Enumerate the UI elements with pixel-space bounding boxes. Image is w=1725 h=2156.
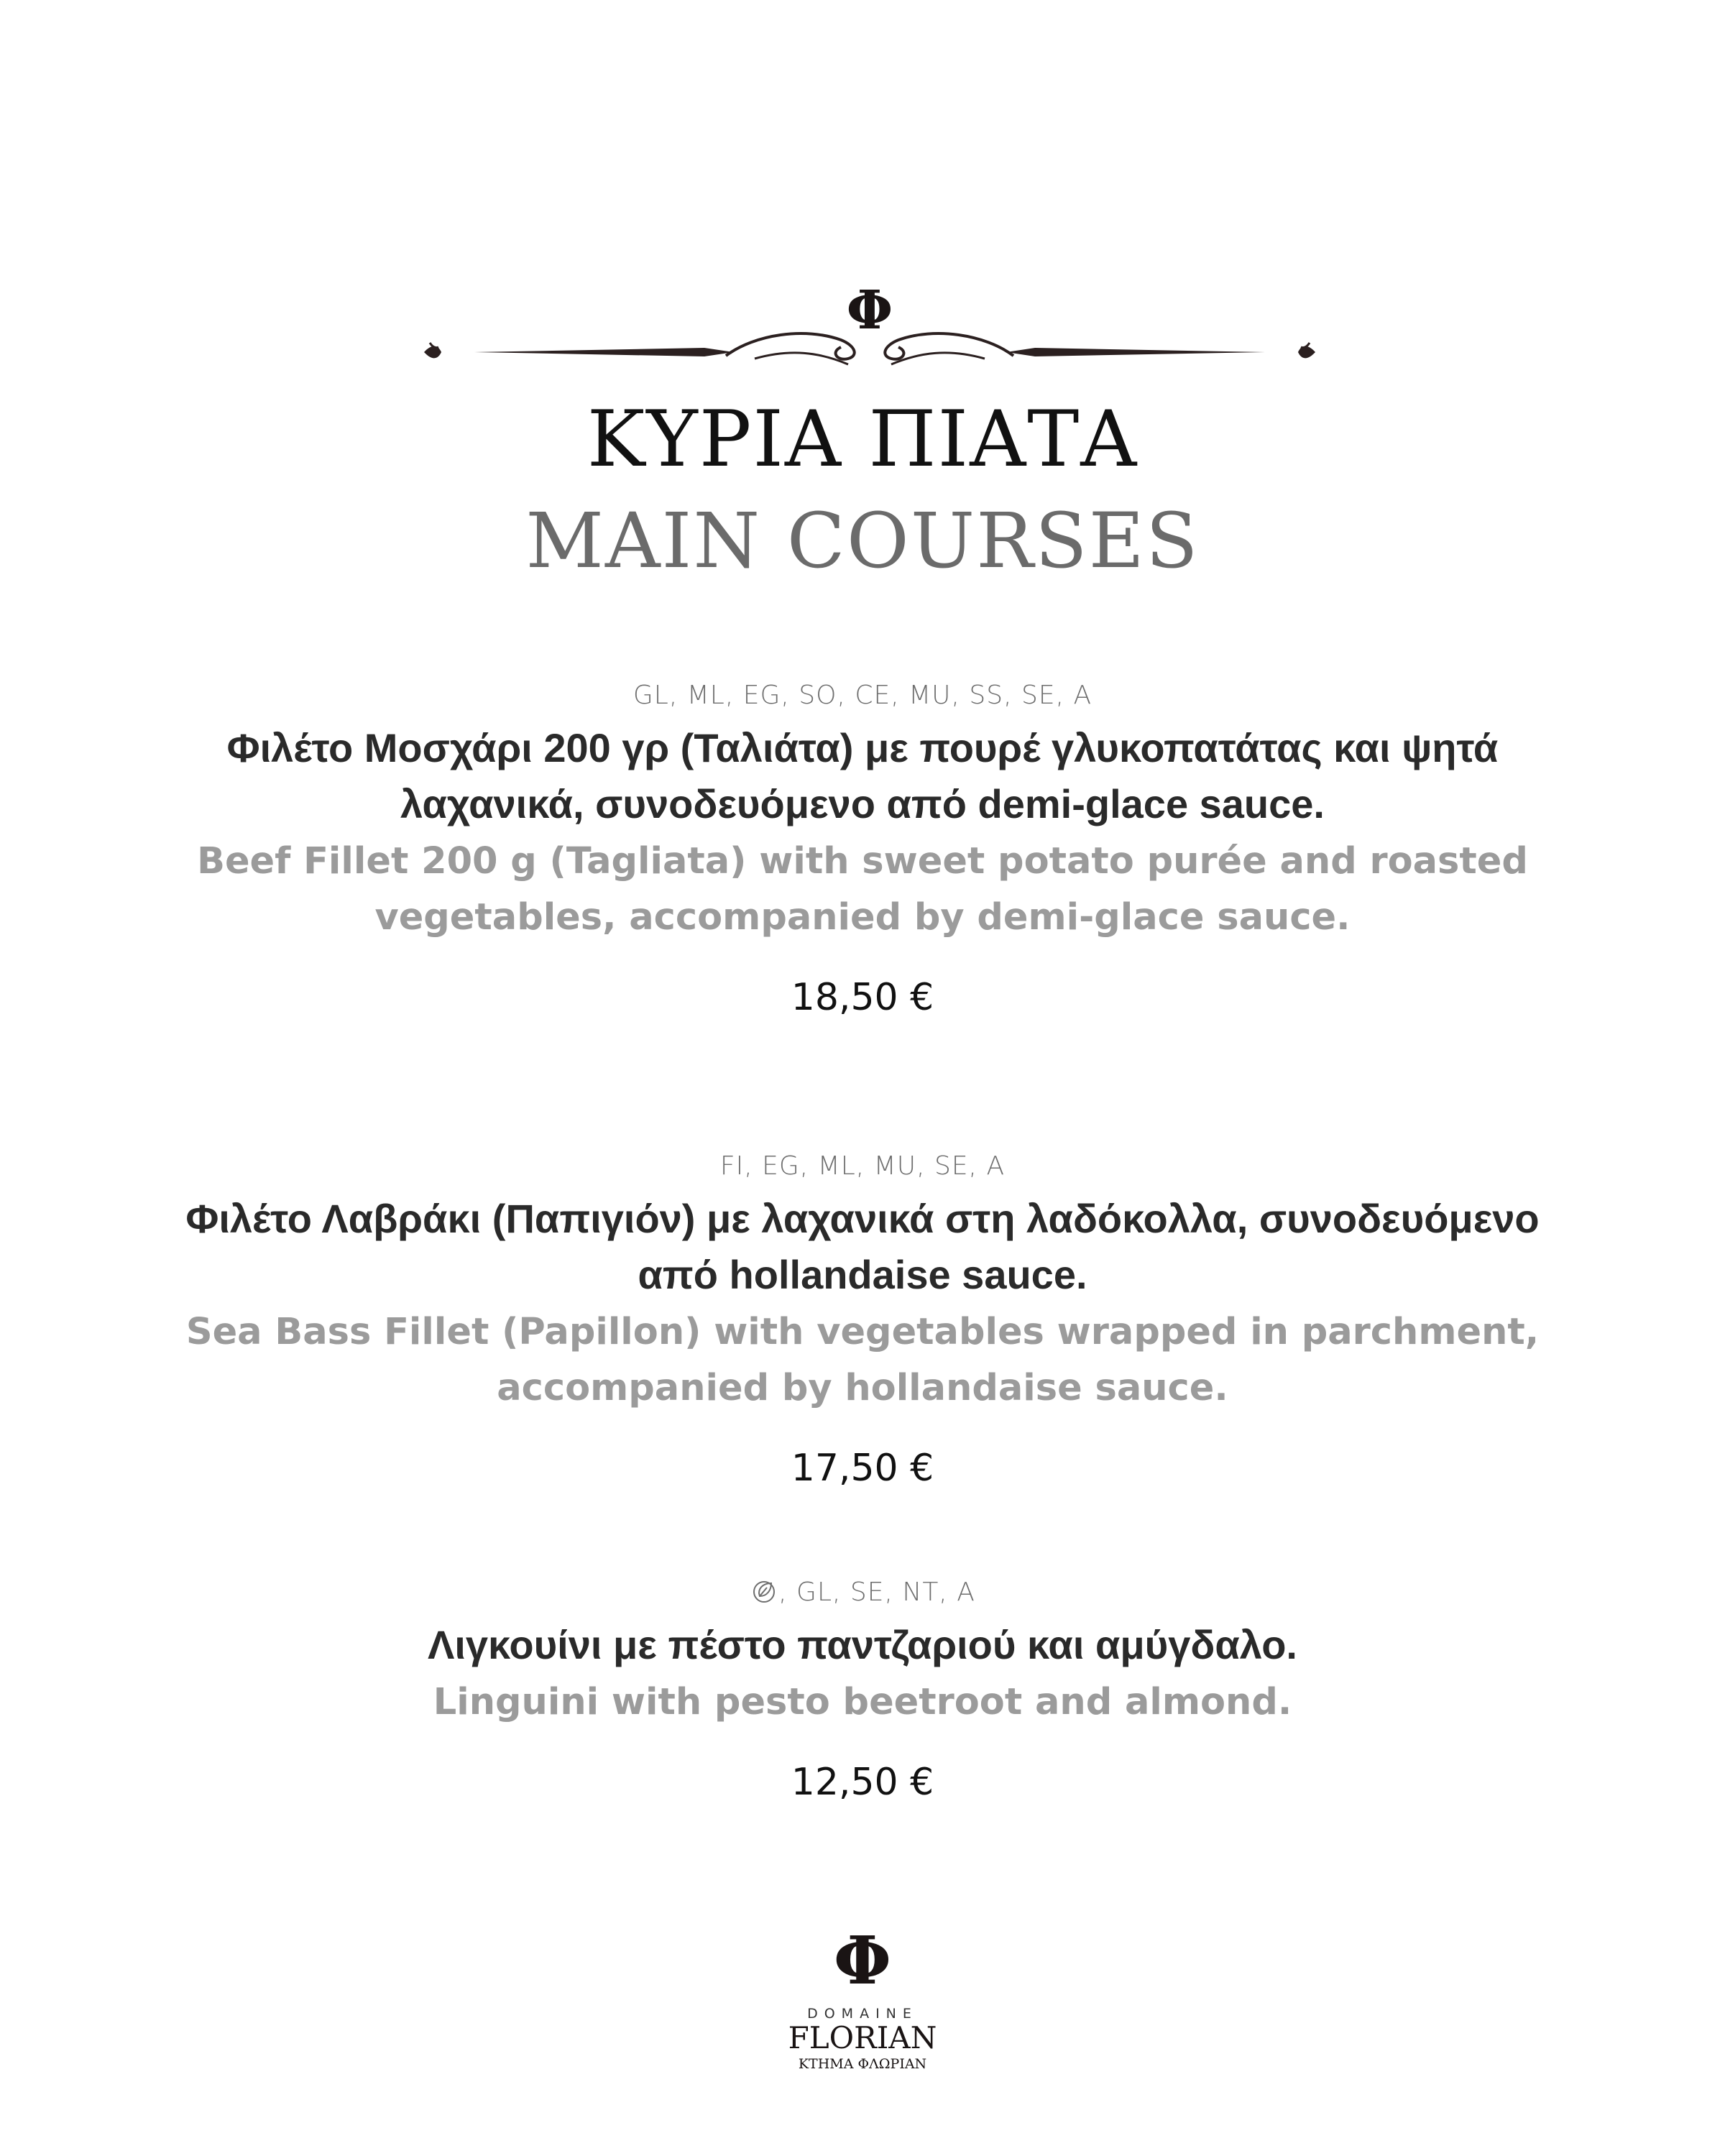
vegetarian-leaf-icon <box>750 1576 778 1605</box>
dish-price: 17,50 € <box>791 1447 934 1490</box>
menu-item-linguini <box>0 1576 1725 1804</box>
dish-name-english: Beef Fillet 200 g (Tagliata) with sweet potato purée and roasted vegetables, accompanied by demi-glace sauce. <box>197 840 1528 939</box>
dish-price: 18,50 € <box>791 976 934 1019</box>
dish-price: 12,50 € <box>791 1761 934 1804</box>
page-title-greek: ΚΥΡΙΑ ΠΙΑΤΑ <box>586 395 1138 484</box>
allergen-list-text: , GL, SE, NT, A <box>778 1577 975 1607</box>
phi-flourish-divider-icon <box>417 284 1322 377</box>
dish-name-english: Sea Bass Fillet (Papillon) with vegetables wrapped in parchment, accompanied by hollandaise sauce. <box>185 1311 1540 1409</box>
menu-item-sea-bass-fillet <box>0 1151 1725 1490</box>
svg-text:FLORIAN: FLORIAN <box>788 2020 937 2055</box>
dish-name-greek: Φιλέτο Λαβράκι (Παπιγιόν) με λαχανικά στη λαδόκολλα, συνοδευόμενο από hollandaise sauce. <box>185 1196 1540 1297</box>
menu-item-beef-fillet <box>0 680 1725 1019</box>
dish-name-english: Linguini with pesto beetroot and almond. <box>433 1681 1292 1723</box>
svg-text:Φ: Φ <box>846 284 893 341</box>
svg-text:ΚΤΗΜΑ ΦΛΩΡΙΑΝ: ΚΤΗΜΑ ΦΛΩΡΙΑΝ <box>798 2056 927 2072</box>
allergen-list: FI, EG, ML, MU, SE, A <box>719 1151 1006 1181</box>
dish-name-greek: Φιλέτο Μοσχάρι 200 γρ (Ταλιάτα) με πουρέ γλυκοπατάτας και ψητά λαχανικά, συνοδευόμενο από demi-glace sauce. <box>226 725 1499 826</box>
svg-text:Φ: Φ <box>833 1926 892 1999</box>
allergen-list <box>0 1576 1725 1608</box>
allergen-list: GL, ML, EG, SO, CE, MU, SS, SE, A <box>632 681 1092 710</box>
dish-name-greek: Λιγκουίνι με πέστο παντζαριού και αμύγδαλο. <box>428 1622 1297 1667</box>
svg-text:DOMAINE: DOMAINE <box>807 2006 918 2022</box>
page-title-english: MAIN COURSES <box>525 497 1200 585</box>
domaine-florian-logo <box>776 1926 949 2084</box>
